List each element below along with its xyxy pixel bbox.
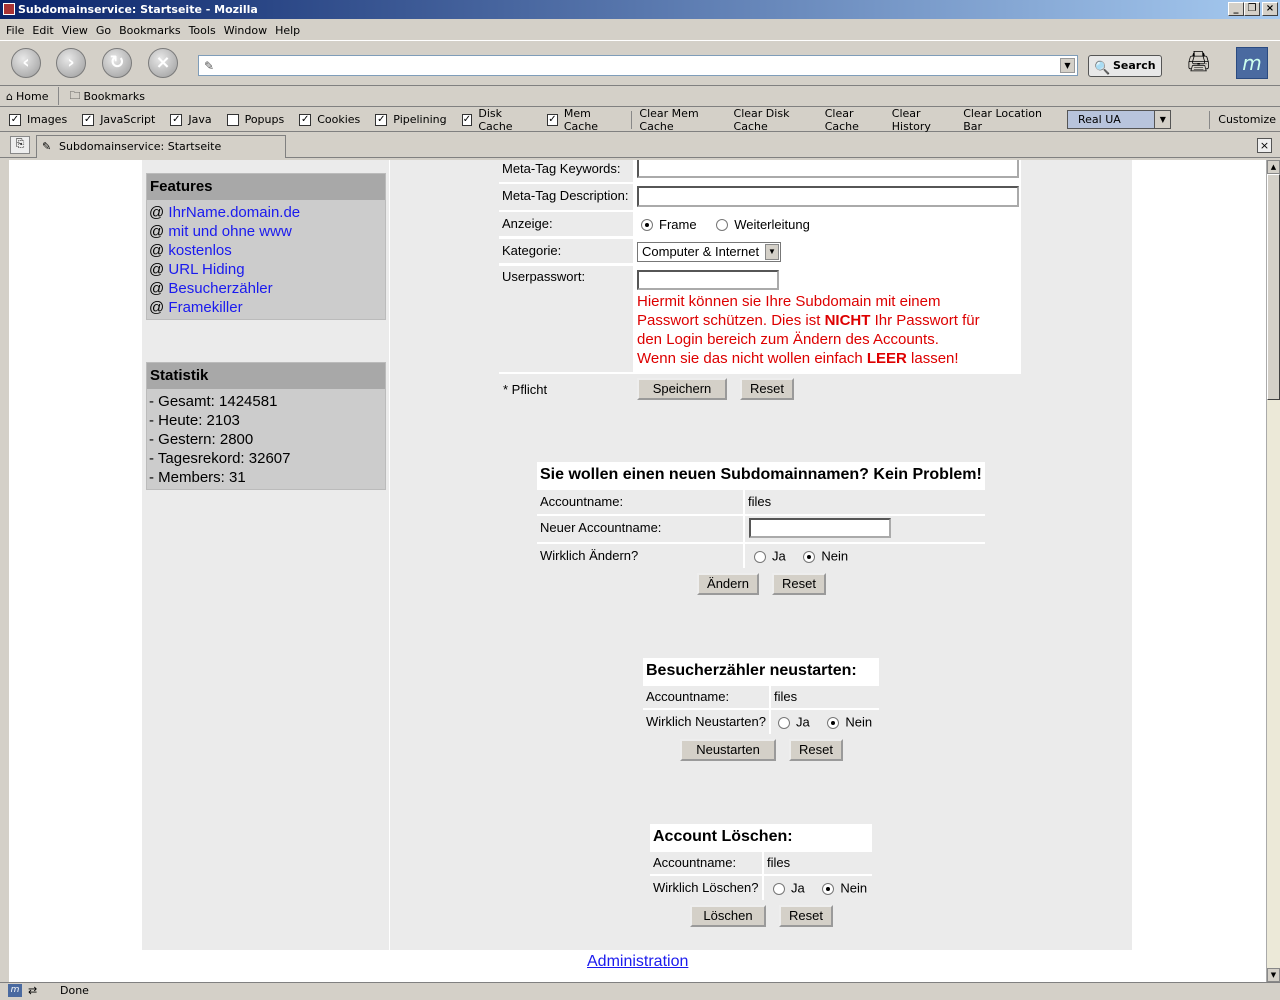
pref-label: Images	[27, 113, 68, 126]
stop-icon[interactable]: ×	[148, 48, 178, 78]
checkbox-icon: ✓	[462, 113, 472, 125]
scroll-thumb[interactable]	[1267, 174, 1280, 400]
rename-reset-button[interactable]: Reset	[772, 573, 826, 595]
counter-account-value: files	[771, 686, 879, 708]
anzeige-frame-radio[interactable]	[641, 219, 653, 231]
rename-confirm-label: Wirklich Ändern?	[537, 544, 743, 568]
menu-edit[interactable]: Edit	[32, 23, 54, 37]
counter-confirm-cell	[771, 710, 879, 734]
tab-bar	[0, 132, 1280, 158]
pref-images-checkbox[interactable]	[9, 113, 67, 126]
kategorie-label: Kategorie:	[499, 239, 633, 263]
counter-submit-button[interactable]: Neustarten	[680, 739, 776, 761]
pref-java-checkbox[interactable]	[170, 113, 211, 126]
clear-location-bar-button[interactable]: Clear Location Bar	[963, 106, 1042, 133]
ua-value: Real UA	[1078, 113, 1121, 126]
radio-label: Nein	[821, 548, 849, 564]
delete-no-radio[interactable]	[822, 883, 834, 895]
keywords-input[interactable]	[637, 160, 1019, 178]
userpw-hint	[637, 292, 980, 368]
folder-icon: 🗀	[69, 88, 81, 102]
status-bar	[0, 982, 1280, 1000]
menu-help[interactable]: Help	[275, 23, 301, 37]
pref-label: Disk Cache	[478, 106, 513, 133]
feature-item	[149, 279, 383, 298]
radio-label: Ja	[796, 714, 810, 730]
page-icon: ✎	[204, 59, 215, 73]
feature-link[interactable]: mit und ohne www	[168, 223, 292, 240]
minimize-button[interactable]: _	[1228, 2, 1244, 16]
menu-file[interactable]: File	[6, 23, 25, 37]
features-title: Features	[147, 174, 385, 200]
delete-reset-button[interactable]: Reset	[779, 905, 833, 927]
feature-prefix: @	[149, 261, 165, 278]
counter-no-radio[interactable]	[827, 717, 839, 729]
customize-button[interactable]: Customize	[1218, 113, 1277, 126]
rename-title: Sie wollen einen neuen Subdomainnamen? Kein Problem!	[537, 462, 985, 488]
kategorie-value: Computer & Internet	[642, 244, 760, 259]
rename-new-label: Neuer Accountname:	[537, 516, 743, 542]
clear-mem-cache-button[interactable]: Clear Mem Cache	[639, 106, 699, 133]
pref-label: Java	[188, 113, 212, 126]
rename-account-label: Accountname:	[537, 490, 743, 514]
reload-icon[interactable]: ↻	[102, 48, 132, 78]
stat-item: - Gestern: 2800	[149, 431, 254, 448]
pref-label: Pipelining	[393, 113, 447, 126]
keywords-label: Meta-Tag Keywords:	[499, 160, 633, 182]
app-icon	[3, 3, 15, 15]
radio-label: Nein	[840, 880, 868, 896]
hint-text: Wenn sie das nicht wollen einfach	[637, 350, 867, 367]
pref-cookies-checkbox[interactable]	[299, 113, 360, 126]
feature-item	[149, 298, 383, 317]
pref-diskcache-checkbox[interactable]	[462, 107, 532, 133]
search-icon: 🔍	[1094, 61, 1111, 76]
search-button[interactable]	[1088, 55, 1162, 77]
menu-view[interactable]: View	[61, 23, 88, 37]
mozilla-logo-icon[interactable]: m	[1236, 47, 1268, 79]
forward-icon[interactable]: ›	[56, 48, 86, 78]
home-icon: ⌂	[6, 89, 13, 103]
features-box	[146, 173, 386, 320]
navigation-toolbar	[0, 40, 1280, 86]
hint-line	[637, 311, 980, 330]
clear-history-button[interactable]: Clear History	[891, 106, 931, 133]
pref-label: Mem Cache	[563, 106, 599, 133]
anzeige-radio-group	[641, 216, 810, 232]
rename-no-radio[interactable]	[803, 551, 815, 563]
bookmarks-label: Bookmarks	[83, 89, 145, 103]
menu-bookmarks[interactable]: Bookmarks	[119, 23, 181, 37]
checkbox-icon: ✓	[83, 113, 93, 125]
clear-cache-button[interactable]: Clear Cache	[824, 106, 859, 133]
rename-yes-radio[interactable]	[754, 551, 766, 563]
reset-button[interactable]: Reset	[740, 378, 794, 400]
delete-confirm-cell	[764, 876, 872, 900]
feature-prefix: @	[149, 204, 165, 221]
save-button[interactable]: Speichern	[637, 378, 727, 400]
user-agent-select[interactable]	[1067, 110, 1171, 129]
tab-startseite[interactable]	[36, 135, 286, 158]
rename-confirm-cell	[745, 544, 985, 568]
pref-label: Cookies	[317, 113, 361, 126]
counter-account-label: Accountname:	[643, 686, 769, 708]
counter-title: Besucherzähler neustarten:	[643, 658, 879, 684]
delete-account-value: files	[764, 852, 872, 874]
pref-memcache-checkbox[interactable]	[547, 107, 620, 133]
url-input[interactable]	[198, 55, 1078, 76]
feature-link[interactable]: URL Hiding	[168, 261, 245, 278]
clear-disk-cache-button[interactable]: Clear Disk Cache	[733, 106, 790, 133]
description-label: Meta-Tag Description:	[499, 184, 633, 210]
maximize-button[interactable]: ❐	[1244, 2, 1260, 16]
window-title: Subdomainservice: Startseite - Mozilla	[18, 3, 258, 16]
connection-icon: ⇄	[28, 984, 38, 997]
close-tab-icon[interactable]: ×	[1257, 138, 1272, 153]
administration-link[interactable]: Administration	[587, 953, 689, 970]
back-icon[interactable]: ‹	[11, 48, 41, 78]
menu-bar	[0, 20, 1280, 40]
tab-label: Subdomainservice: Startseite	[59, 140, 222, 153]
hint-emphasis: NICHT	[824, 312, 871, 329]
feature-link[interactable]: Besucherzähler	[168, 280, 273, 297]
pref-popups-checkbox[interactable]	[227, 113, 285, 126]
new-tab-icon[interactable]: ⎘	[10, 136, 30, 154]
counter-confirm-label: Wirklich Neustarten?	[643, 710, 769, 734]
page-icon: ✎	[42, 140, 52, 153]
hint-line: den Login bereich zum Ändern des Accounts.	[637, 331, 939, 348]
status-text: Done	[60, 984, 89, 997]
menu-window[interactable]: Window	[223, 23, 268, 37]
feature-link[interactable]: Framekiller	[168, 299, 243, 316]
description-input[interactable]	[637, 186, 1019, 207]
scroll-up-icon[interactable]: ▲	[1267, 160, 1280, 174]
counter-yes-radio[interactable]	[778, 717, 790, 729]
feature-item	[149, 222, 383, 241]
pref-label: JavaScript	[100, 113, 156, 126]
hint-line: Hiermit können sie Ihre Subdomain mit einem	[637, 293, 941, 310]
checkbox-icon: ✓	[10, 113, 20, 125]
delete-submit-button[interactable]: Löschen	[690, 905, 766, 927]
hint-text: lassen!	[906, 350, 959, 367]
feature-prefix: @	[149, 280, 165, 297]
hint-line	[637, 349, 980, 368]
radio-label: Weiterleitung	[734, 217, 810, 233]
chevron-down-icon: ▼	[765, 244, 779, 260]
feature-prefix: @	[149, 242, 165, 259]
bookmarks-button[interactable]	[63, 87, 150, 106]
rename-account-value: files	[745, 490, 985, 514]
delete-account-label: Accountname:	[650, 852, 762, 874]
stat-item: - Members: 31	[149, 469, 246, 486]
home-label: Home	[15, 89, 49, 103]
pflicht-note: * Pflicht	[503, 382, 548, 397]
vertical-scrollbar[interactable]	[1266, 160, 1280, 982]
stat-item: - Tagesrekord: 32607	[149, 450, 291, 467]
menu-tools[interactable]: Tools	[188, 23, 216, 37]
stats-box	[146, 362, 386, 490]
checkbox-icon: ✓	[301, 113, 310, 125]
kategorie-select[interactable]	[637, 242, 781, 262]
stat-item: - Heute: 2103	[149, 412, 240, 429]
prefbar-toolbar	[0, 108, 1280, 132]
mozilla-small-icon[interactable]: m	[8, 984, 22, 997]
radio-label: Frame	[659, 217, 697, 233]
hint-text: Passwort schützen. Dies ist	[637, 312, 825, 329]
userpw-label: Userpasswort:	[499, 266, 633, 372]
menu-go[interactable]: Go	[95, 23, 112, 37]
scroll-down-icon[interactable]: ▼	[1267, 968, 1280, 982]
anzeige-label: Anzeige:	[499, 212, 633, 236]
personal-toolbar	[0, 86, 1280, 107]
checkbox-icon: ✓	[548, 113, 557, 125]
checkbox-icon: ✓	[172, 113, 181, 125]
title-bar	[0, 0, 1280, 19]
feature-prefix: @	[149, 299, 165, 316]
userpw-input[interactable]	[637, 270, 779, 290]
radio-label: Ja	[791, 880, 805, 896]
delete-confirm-label: Wirklich Löschen?	[650, 876, 762, 900]
sidebar-grippy[interactable]	[0, 160, 9, 982]
chevron-down-icon: ▼	[1154, 111, 1170, 128]
search-label: Search	[1113, 59, 1156, 72]
feature-item	[149, 260, 383, 279]
stat-item: - Gesamt: 1424581	[149, 393, 278, 410]
rename-submit-button[interactable]: Ändern	[697, 573, 759, 595]
page-content	[9, 160, 1266, 982]
left-column	[142, 160, 390, 950]
counter-reset-button[interactable]: Reset	[789, 739, 843, 761]
delete-yes-radio[interactable]	[773, 883, 785, 895]
delete-title: Account Löschen:	[650, 824, 872, 850]
pref-label: Popups	[244, 113, 285, 126]
home-button[interactable]	[0, 90, 54, 103]
pref-javascript-checkbox[interactable]	[82, 113, 155, 126]
rename-new-input[interactable]	[749, 518, 891, 538]
feature-item	[149, 241, 383, 260]
feature-link[interactable]: IhrName.domain.de	[168, 204, 301, 221]
anzeige-weiterleitung-radio[interactable]	[716, 219, 728, 231]
feature-item	[149, 203, 383, 222]
checkbox-icon	[227, 114, 239, 126]
print-icon[interactable]: 🖨	[1186, 49, 1212, 73]
checkbox-icon: ✓	[377, 113, 386, 125]
feature-prefix: @	[149, 223, 165, 240]
stats-title: Statistik	[147, 363, 385, 389]
feature-link[interactable]: kostenlos	[168, 242, 232, 259]
pref-pipelining-checkbox[interactable]	[375, 113, 446, 126]
close-window-button[interactable]: ×	[1262, 2, 1278, 16]
hint-text: Ihr Passwort für	[870, 312, 980, 329]
url-dropdown-icon[interactable]: ▼	[1060, 58, 1075, 73]
hint-emphasis: LEER	[866, 350, 907, 367]
radio-label: Ja	[772, 548, 786, 564]
radio-label: Nein	[845, 714, 873, 730]
